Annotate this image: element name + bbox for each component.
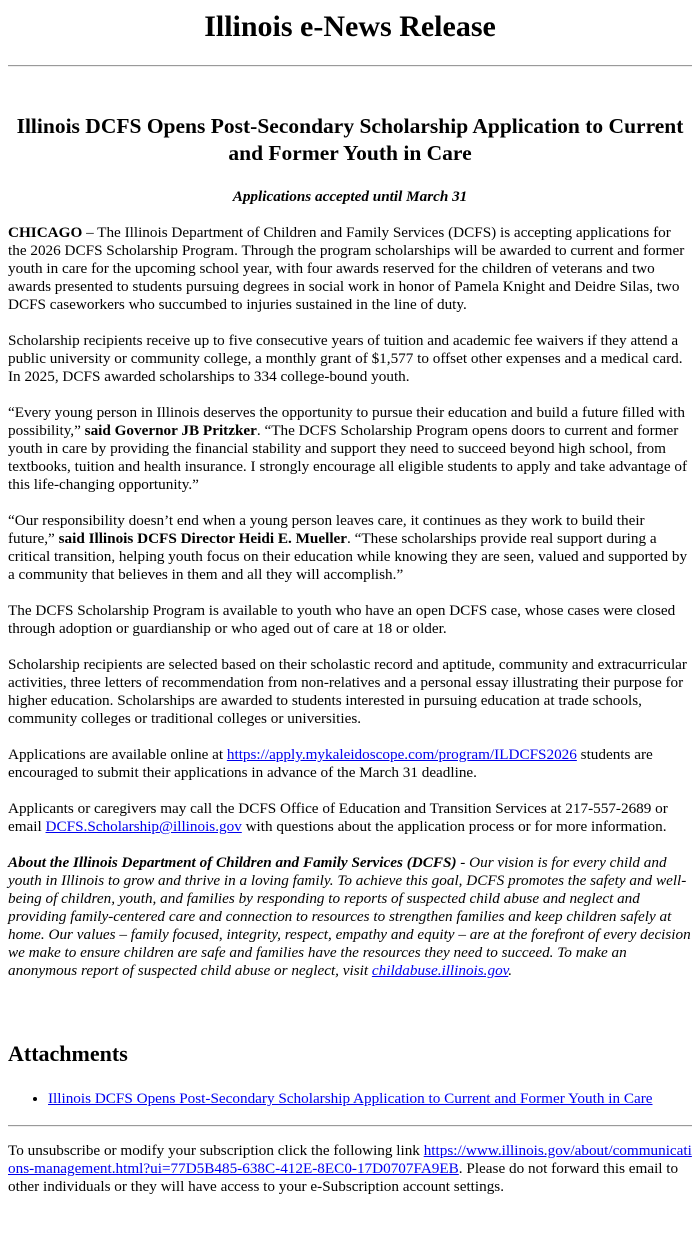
- contact-pre: Applicants or caregivers may call the DCFS Office of Education and Transition Services at 217-557-2689 or email: [8, 800, 668, 835]
- attachment-link[interactable]: Illinois DCFS Opens Post-Secondary Scholarship Application to Current and Former Youth in Care: [48, 1090, 653, 1107]
- paragraph-benefits: Scholarship recipients receive up to five consecutive years of tuition and academic fee waivers if they attend a public university or community college, a monthly grant of $1,577 to offset other expenses and a medical card. In 2025, DCFS awarded scholarships to 334 college-bound youth.: [8, 332, 683, 385]
- attachment-item: [48, 1090, 692, 1108]
- applications-post: students are encouraged to submit their applications in advance of the March 31 deadline.: [8, 746, 653, 781]
- governor-quote-part2: . “The DCFS Scholarship Program opens doors to current and former youth in care by providing the financial stability and support they need to succeed beyond high school, from textbooks, tuition and health insurance. I strongly encourage all eligible students to apply and take advantage of this life-changing opportunity.”: [8, 422, 688, 493]
- release-subhead: Applications accepted until March 31: [232, 188, 468, 205]
- paragraph-intro: [8, 224, 692, 314]
- paragraph-selection: Scholarship recipients are selected based on their scholastic record and aptitude, community and extracurricular activities, three letters of recommendation from non-relatives and a personal essay illustrating their purpose for higher education. Scholarships are awarded to students interested in pursuing education at trade schools, community colleges or traditional colleges or universities.: [8, 656, 687, 727]
- unsubscribe-link[interactable]: https://www.illinois.gov/about/communications-management.html?ui=77D5B485-638C-412E-8EC0-17D0707FA9EB: [8, 1142, 692, 1177]
- release-headline: Illinois DCFS Opens Post-Secondary Scholarship Application to Current and Former Youth in Care: [16, 114, 684, 165]
- governor-attribution: said Governor JB Pritzker: [84, 422, 257, 439]
- paragraph-applications: [8, 746, 692, 782]
- about-body: - Our vision is for every child and youth in Illinois to grow and thrive in a loving family. To achieve this goal, DCFS promotes the safety and well-being of children, youth, and families by responding to reports of suspected child abuse and neglect and providing family-centered care and connection to resources to strengthen families and keep children safely at home. Our values – family focused, integrity, respect, empathy and equity – are at the forefront of every decision we make to ensure children are safe and families have the resources they need to succeed. To make an anonymous report of suspected child abuse or neglect, visit: [8, 854, 691, 979]
- dateline: CHICAGO: [8, 224, 83, 241]
- governor-quote-part1: “Every young person in Illinois deserves the opportunity to pursue their education and build a future filled with possibility,”: [8, 404, 685, 439]
- contact-post: with questions about the application process or for more information.: [241, 818, 667, 835]
- intro-body: – The Illinois Department of Children and Family Services (DCFS) is accepting applications for the 2026 DCFS Scholarship Program. Through the program scholarships will be awarded to current and former youth in care for the upcoming school year, with four awards reserved for the children of veterans and two awards presented to students pursuing degrees in social work in honor of Pamela Knight and Deidre Silas, two DCFS caseworkers who succumbed to injuries sustained in the line of duty.: [8, 224, 685, 313]
- attachments-list: [8, 1090, 692, 1108]
- attachments-heading: Attachments: [8, 1041, 128, 1066]
- about-title: About the Illinois Department of Children and Family Services (DCFS): [8, 854, 457, 871]
- masthead-divider: [8, 65, 692, 67]
- paragraph-contact: [8, 800, 692, 836]
- unsubscribe-footer: [8, 1142, 692, 1196]
- director-attribution: said Illinois DCFS Director Heidi E. Mueller: [58, 530, 348, 547]
- paragraph-about-dcfs: [8, 854, 692, 980]
- about-end: .: [508, 962, 513, 979]
- scholarship-email-link[interactable]: DCFS.Scholarship@illinois.gov: [45, 818, 242, 835]
- masthead-title: Illinois e-News Release: [204, 10, 496, 43]
- director-quote-part2: . “These scholarships provide real support during a critical transition, helping youth focus on their education while knowing they are seen, valued and supported by a community that believes in them and all they will accomplish.”: [8, 530, 688, 583]
- director-quote-part1: “Our responsibility doesn’t end when a young person leaves care, it continues as they work to build their future,”: [8, 512, 645, 547]
- paragraph-eligibility: The DCFS Scholarship Program is available to youth who have an open DCFS case, whose cases were closed through adoption or guardianship or who aged out of care at 18 or older.: [8, 602, 676, 637]
- application-link[interactable]: https://apply.mykaleidoscope.com/program/ILDCFS2026: [226, 746, 577, 763]
- footer-divider: [8, 1125, 692, 1127]
- paragraph-governor-quote: [8, 404, 692, 494]
- paragraph-director-quote: [8, 512, 692, 584]
- childabuse-link[interactable]: childabuse.illinois.gov: [371, 962, 509, 979]
- footer-post: . Please do not forward this email to other individuals or they will have access to your e-Subscription account settings.: [8, 1160, 679, 1195]
- footer-pre: To unsubscribe or modify your subscription click the following link: [8, 1142, 424, 1159]
- applications-pre: Applications are available online at: [8, 746, 227, 763]
